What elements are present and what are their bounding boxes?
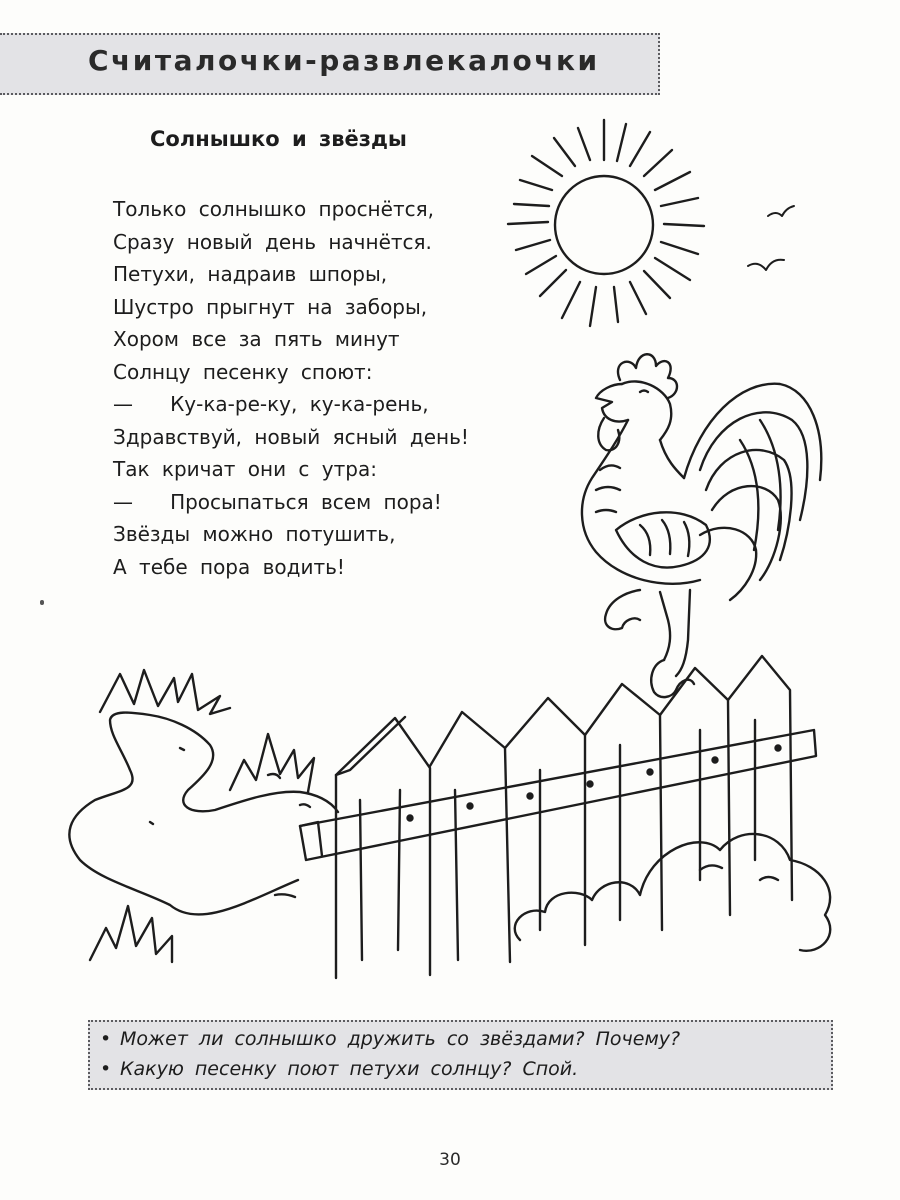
page-number: 30 <box>439 1150 461 1170</box>
bird-icon <box>768 206 794 216</box>
question-item <box>100 1058 578 1080</box>
bullet-icon: • <box>100 1028 112 1050</box>
sun-icon <box>508 120 704 326</box>
poem-line: Так кричат они с утра: <box>113 457 377 481</box>
questions-box <box>88 1020 833 1090</box>
poem-line: — Ку-ка-ре-ку, ку-ка-рень, <box>113 392 429 416</box>
rooster-icon <box>582 354 821 697</box>
poem-line: Здравствуй, новый ясный день! <box>113 424 469 449</box>
bush-icon <box>515 834 830 951</box>
fence-icon <box>300 656 816 978</box>
page-header-title: Считалочки-развлекалочки <box>88 44 600 77</box>
poem-line: — Просыпаться всем пора! <box>113 489 442 514</box>
bullet-icon: • <box>100 1058 112 1080</box>
question-text: Может ли солнышко дружить со звёздами? Почему? <box>120 1028 681 1050</box>
poem-title: Солнышко и звёзды <box>150 127 407 151</box>
poem-line: Звёзды можно потушить, <box>113 522 396 546</box>
poem-line: Сразу новый день начнётся. <box>113 229 432 254</box>
poem-line: Хором все за пять минут <box>113 327 400 351</box>
bird-icon <box>748 260 784 270</box>
poem-line: Солнцу песенку споют: <box>113 359 373 384</box>
poem-line: Шустро прыгнут на заборы, <box>113 294 428 319</box>
poem-line: Только солнышко проснётся, <box>113 197 434 221</box>
question-text: Какую песенку поют петухи солнцу? Спой. <box>120 1058 579 1080</box>
question-item <box>100 1028 680 1050</box>
poem-line: А тебе пора водить! <box>113 554 345 579</box>
poem-line: Петухи, надраив шпоры, <box>113 262 388 286</box>
ground-outline <box>69 713 338 915</box>
